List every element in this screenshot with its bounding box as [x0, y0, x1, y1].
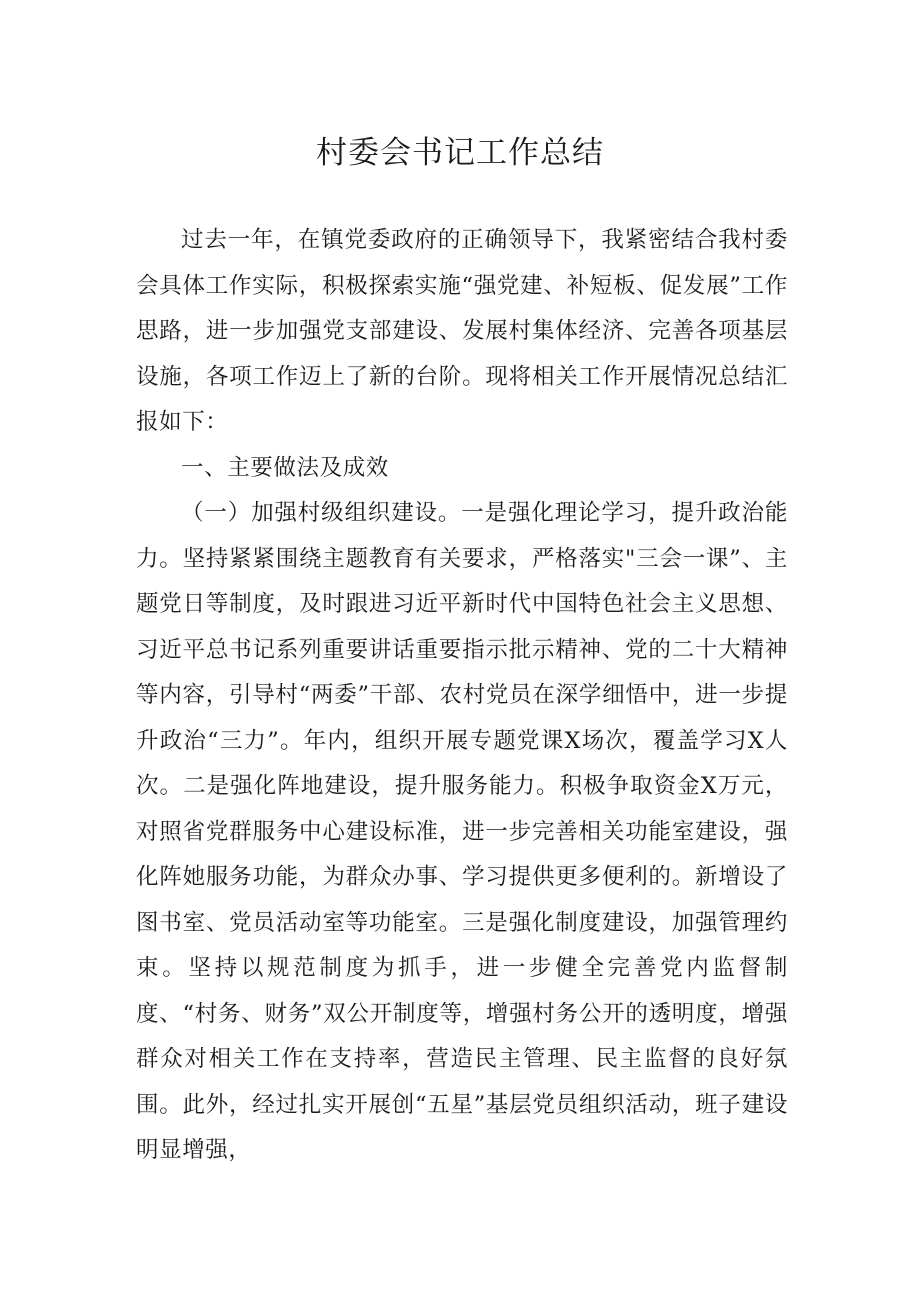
- document-body: [136, 218, 788, 1174]
- document-title: 村委会书记工作总结: [316, 135, 604, 171]
- intro-paragraph: 过去一年，在镇党委政府的正确领导下，我紧密结合我村委会具体工作实际，积极探索实施“强党建、补短板、促发展”工作思路，进一步加强党支部建设、发展村集体经济、完善各项基层设施，各项工作迈上了新的台阶。现将相关工作开展情况总结汇报如下：: [136, 227, 788, 435]
- section-heading: 一、主要做法及成效: [181, 454, 389, 481]
- body-paragraph: （一）加强村级组织建设。一是强化理论学习，提升政治能力。坚持紧紧围绕主题教育有关要求，严格落实"三会一课”、主题党日等制度，及时跟进习近平新时代中国特色社会主义思想、习近平总书记系列重要讲话重要指示批示精神、党的二十大精神等内容，引导村“两委”干部、农村党员在深学细悟中，进一步提升政治“三力”。年内，组织开展专题党课X场次，覆盖学习X人次。二是强化阵地建设，提升服务能力。积极争取资金X万元，对照省党群服务中心建设标准，进一步完善相关功能室建设，强化阵她服务功能，为群众办事、学习提供更多便利的。新增设了图书室、党员活动室等功能室。三是强化制度建设，加强管理约束。坚持以规范制度为抓手，进一步健全完善党内监督制度、“村务、财务”双公开制度等，增强村务公开的透明度，增强群众对相关工作在支持率，营造民主管理、民主监督的良好氛围。此外，经过扎实开展创“五星”基层党员组织活动，班子建设明显增强，: [136, 500, 788, 1163]
